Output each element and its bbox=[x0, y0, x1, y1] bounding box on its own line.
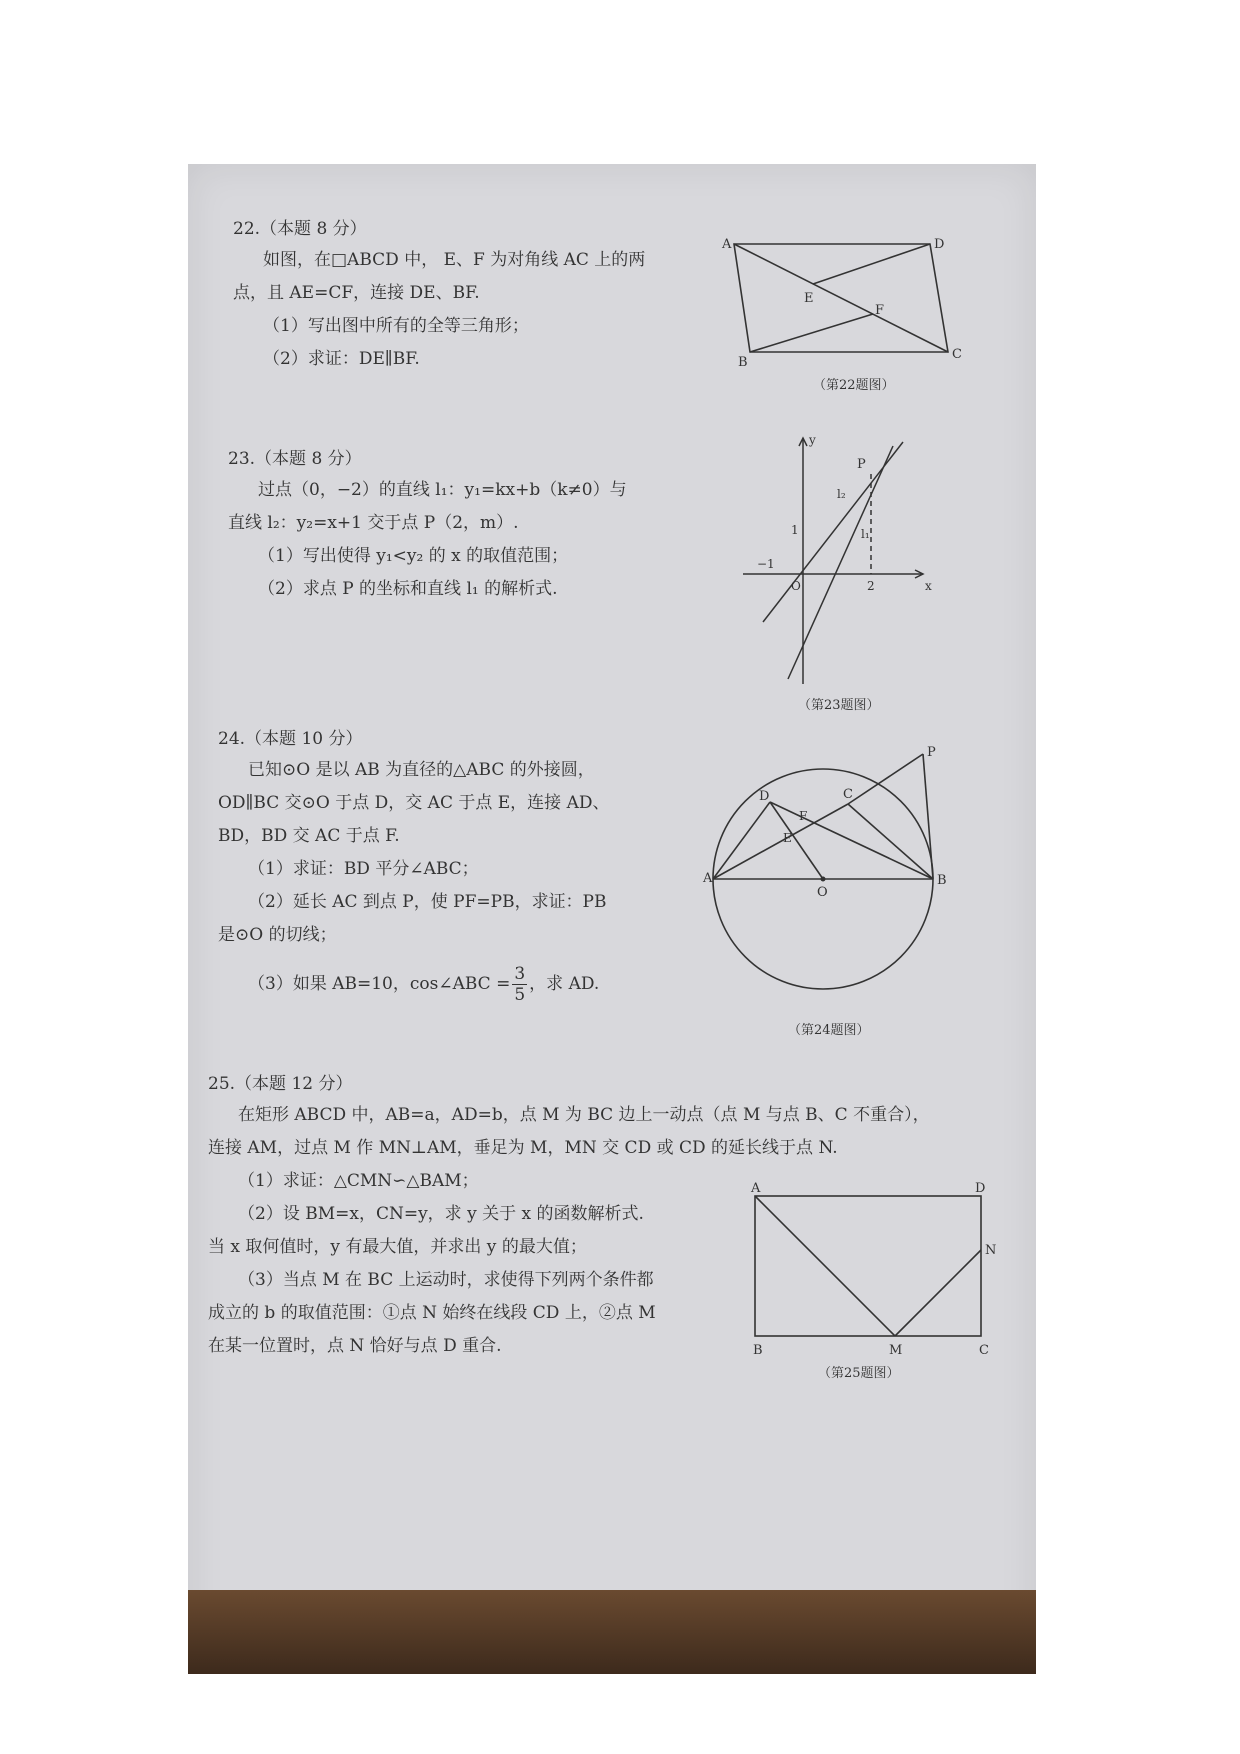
q25-label-m: M bbox=[889, 1343, 903, 1358]
q22-caption: （第22题图） bbox=[813, 378, 895, 393]
exam-sheet bbox=[188, 164, 1036, 1674]
q24-fraction bbox=[512, 964, 527, 1005]
q22-label-f: F bbox=[875, 303, 885, 318]
q25-caption: （第25题图） bbox=[818, 1366, 900, 1381]
q23-line4: （2）求点 P 的坐标和直线 l₁ 的解析式. bbox=[258, 579, 558, 599]
q23-line2: 直线 l₂：y₂=x+1 交于点 P（2，m）. bbox=[228, 513, 519, 533]
q22-line4: （2）求证：DE∥BF. bbox=[263, 349, 420, 369]
q24-line7 bbox=[218, 964, 678, 1005]
q22-line2: 点，且 AE=CF，连接 DE、BF. bbox=[233, 283, 480, 303]
q24-label-o: O bbox=[817, 885, 828, 900]
q24-label-f: F bbox=[799, 809, 808, 823]
q24-label-p: P bbox=[927, 745, 936, 760]
q23-label-x: x bbox=[925, 579, 932, 593]
q25-line3: （1）求证：△CMN∽△BAM； bbox=[238, 1171, 479, 1191]
q22-label-a: A bbox=[722, 237, 732, 252]
q25-line5: 当 x 取何值时，y 有最大值，并求出 y 的最大值； bbox=[208, 1237, 587, 1257]
q24-line6: 是⊙O 的切线； bbox=[218, 925, 337, 945]
q24-text bbox=[218, 754, 678, 1005]
q24-line1: 已知⊙O 是以 AB 为直径的△ABC 的外接圆， bbox=[248, 760, 595, 780]
q24-caption: （第24题图） bbox=[788, 1023, 870, 1038]
q24-line5: （2）延长 AC 到点 P，使 PF=PB，求证：PB bbox=[248, 892, 607, 912]
q23-caption: （第23题图） bbox=[798, 698, 880, 713]
q23-label-p: P bbox=[857, 457, 866, 472]
q23-label-origin: O bbox=[791, 579, 801, 593]
q24-line7-pre: （3）如果 AB=10，cos∠ABC = bbox=[248, 974, 511, 994]
q23-line3: （1）写出使得 y₁<y₂ 的 x 的取值范围； bbox=[258, 546, 569, 566]
q23-label-neg-one: −1 bbox=[757, 557, 775, 571]
q23-label-y: y bbox=[809, 433, 816, 447]
q23-header: 23.（本题 8 分） bbox=[228, 449, 362, 469]
q25-label-d: D bbox=[975, 1181, 986, 1196]
q25-label-n: N bbox=[985, 1243, 997, 1258]
q24-header: 24.（本题 10 分） bbox=[218, 729, 363, 749]
desk-surface bbox=[188, 1590, 1036, 1674]
q25-line7: 成立的 b 的取值范围：①点 N 始终在线段 CD 上，②点 M bbox=[208, 1303, 656, 1323]
q25-label-b: B bbox=[753, 1343, 763, 1358]
q25-figure bbox=[743, 1181, 1003, 1368]
q22-label-c: C bbox=[952, 347, 962, 362]
q22-figure bbox=[718, 234, 978, 388]
q25-label-c: C bbox=[979, 1343, 989, 1358]
q24-line4: （1）求证：BD 平分∠ABC； bbox=[248, 859, 479, 879]
q23-figure bbox=[743, 434, 943, 698]
q24-label-a: A bbox=[703, 871, 713, 886]
q24-frac-den: 5 bbox=[514, 985, 526, 1005]
q25-line6: （3）当点 M 在 BC 上运动时，求使得下列两个条件都 bbox=[238, 1270, 654, 1290]
q25-text-lower bbox=[208, 1198, 678, 1363]
q22-label-e: E bbox=[804, 291, 814, 306]
q22-text bbox=[233, 244, 703, 376]
q23-label-two: 2 bbox=[867, 579, 875, 593]
q24-line7-post: ，求 AD. bbox=[529, 974, 600, 994]
q23-label-l2: l₂ bbox=[837, 487, 846, 501]
q22-line3: （1）写出图中所有的全等三角形； bbox=[263, 316, 529, 336]
q25-label-a: A bbox=[751, 1181, 761, 1196]
q22-label-d: D bbox=[934, 237, 945, 252]
q25-line2: 连接 AM，过点 M 作 MN⊥AM，垂足为 M，MN 交 CD 或 CD 的延长线于点 N. bbox=[208, 1138, 838, 1158]
q23-line1: 过点（0，−2）的直线 l₁：y₁=kx+b（k≠0）与 bbox=[258, 480, 627, 500]
q24-label-d: D bbox=[759, 789, 770, 804]
q24-label-e: E bbox=[783, 831, 792, 845]
q23-label-one: 1 bbox=[791, 523, 799, 537]
q25-line8: 在某一位置时，点 N 恰好与点 D 重合. bbox=[208, 1336, 502, 1356]
q22-label-b: B bbox=[738, 355, 748, 370]
q24-line3: BD，BD 交 AC 于点 F. bbox=[218, 826, 400, 846]
q25-header: 25.（本题 12 分） bbox=[208, 1074, 353, 1094]
q24-label-b: B bbox=[937, 873, 947, 888]
q23-text bbox=[228, 474, 708, 606]
q22-line1: 如图，在□ABCD 中， E、F 为对角线 AC 上的两 bbox=[263, 250, 646, 270]
q24-label-c: C bbox=[843, 787, 853, 802]
q24-figure bbox=[703, 744, 973, 998]
q24-frac-num: 3 bbox=[514, 964, 526, 984]
q25-line4: （2）设 BM=x，CN=y，求 y 关于 x 的函数解析式. bbox=[238, 1204, 644, 1224]
q22-header: 22.（本题 8 分） bbox=[233, 219, 367, 239]
q25-line1: 在矩形 ABCD 中，AB=a，AD=b，点 M 为 BC 边上一动点（点 M 与点 B、C 不重合）， bbox=[238, 1105, 930, 1125]
q24-line2: OD∥BC 交⊙O 于点 D，交 AC 于点 E，连接 AD、 bbox=[218, 793, 610, 813]
q23-label-l1: l₁ bbox=[861, 527, 870, 541]
